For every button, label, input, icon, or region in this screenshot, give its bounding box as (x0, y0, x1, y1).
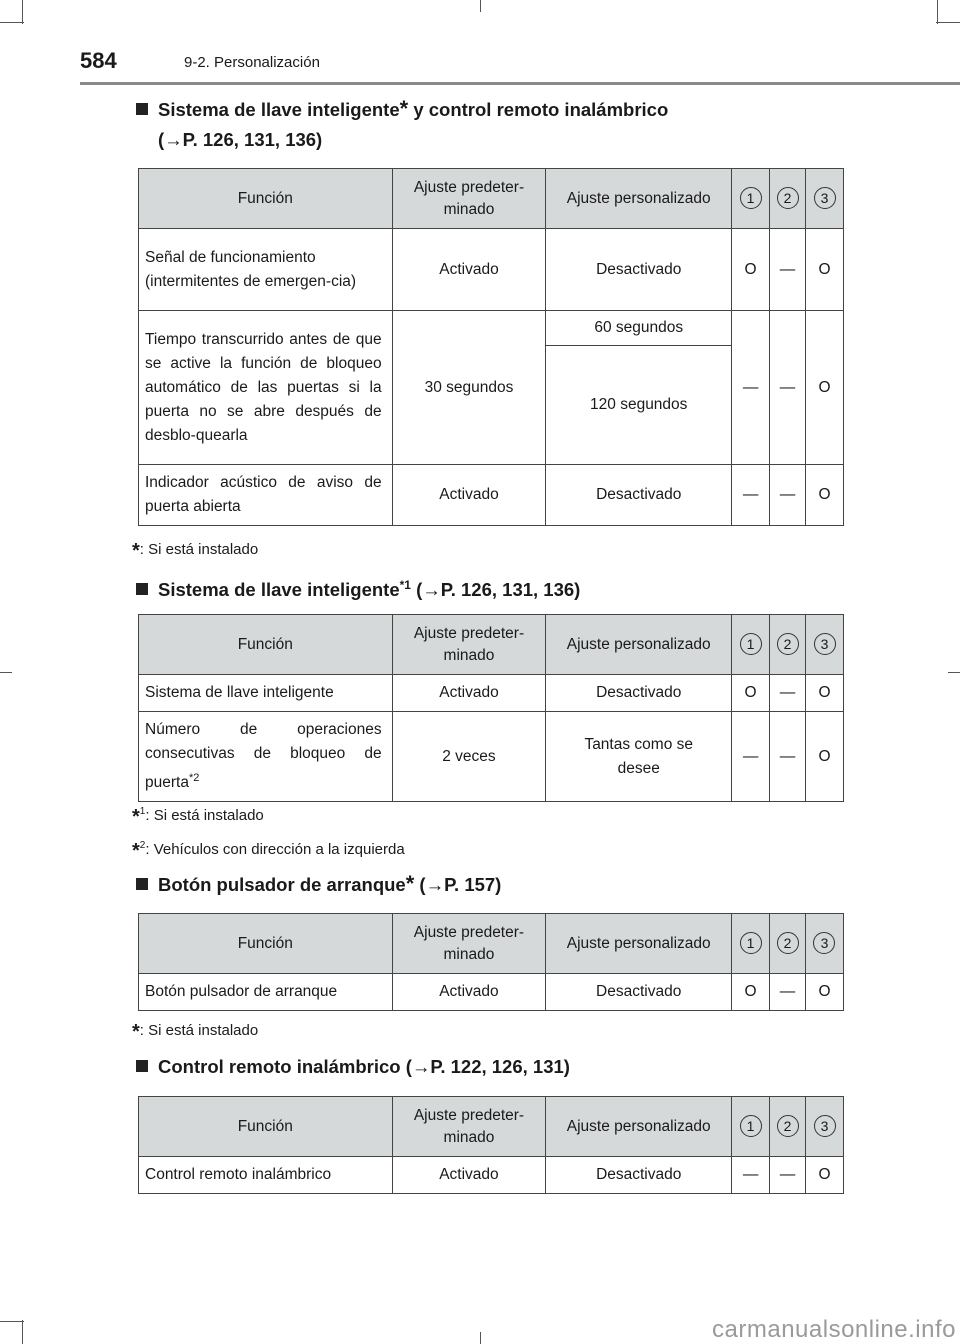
cell-funcion: Sistema de llave inteligente (139, 675, 393, 712)
circled-1-icon: 1 (740, 633, 762, 655)
settings-table (138, 168, 844, 526)
header-personalizado: Ajuste personalizado (546, 615, 732, 675)
cell-funcion: Señal de funcionamiento (intermitentes de emergen-cia) (139, 229, 393, 311)
cell-funcion: Control remoto inalámbrico (139, 1157, 393, 1194)
crop-mark (948, 672, 960, 673)
cell-funcion: Número de operaciones consecutivas de bloqueo de puerta$^{*2}$ (139, 712, 393, 802)
cell-c3: O (806, 465, 844, 526)
footnote: *: Si está instalado (132, 1021, 259, 1043)
cell-personalizado-2: 120 segundos (546, 346, 732, 465)
section-heading: Botón pulsador de arranque* (→P. 157) (136, 870, 501, 900)
header-personalizado: Ajuste personalizado (546, 1097, 732, 1157)
circled-1-icon: 1 (740, 932, 762, 954)
cell-personalizado: Desactivado (546, 229, 732, 311)
footnote: *$^2$: Vehículos con dirección a la izquierda (132, 840, 405, 862)
cell-funcion: Botón pulsador de arranque (139, 974, 393, 1011)
table-row (139, 311, 844, 346)
cell-personalizado: Desactivado (546, 675, 732, 712)
circled-3-icon: 3 (814, 1115, 836, 1137)
cell-predeterminado: 30 segundos (392, 311, 546, 465)
header-predeterminado: Ajuste predeter-minado (392, 1097, 546, 1157)
cell-funcion: Tiempo transcurrido antes de que se active la función de bloqueo automático de las puertas si la puerta no se abre después de desblo-quearla (139, 311, 393, 465)
crop-mark (22, 1320, 23, 1344)
cell-c1: — (732, 465, 770, 526)
table-header-row (139, 1097, 844, 1157)
header-col-2 (770, 1097, 806, 1157)
cell-c1: O (732, 675, 770, 712)
page-header (80, 44, 960, 88)
cell-c3: O (806, 675, 844, 712)
settings-table (138, 1096, 844, 1194)
header-col-3 (806, 1097, 844, 1157)
bullet-square-icon (136, 583, 148, 595)
cell-c3: O (806, 229, 844, 311)
cell-predeterminado: Activado (392, 1157, 546, 1194)
cell-c3: O (806, 311, 844, 465)
header-funcion: Función (139, 615, 393, 675)
cell-personalizado: 60 segundos (546, 311, 732, 346)
cell-personalizado: Desactivado (546, 465, 732, 526)
table-row (139, 675, 844, 712)
section-heading: Control remoto inalámbrico (→P. 122, 126, 131) (136, 1052, 570, 1082)
section-heading-ref: (→P. 126, 131, 136) (158, 129, 323, 150)
circled-3-icon: 3 (814, 187, 836, 209)
table-row (139, 974, 844, 1011)
section-heading: Sistema de llave inteligente$^{*1}$ (→P. 126, 131, 136) (136, 570, 580, 605)
cell-c1: — (732, 712, 770, 802)
header-col-3 (806, 615, 844, 675)
cell-c2: — (770, 311, 806, 465)
header-personalizado: Ajuste personalizado (546, 914, 732, 974)
cell-personalizado: Desactivado (546, 974, 732, 1011)
crop-mark (0, 672, 12, 673)
cell-c2: — (770, 974, 806, 1011)
crop-mark (480, 1332, 481, 1344)
crop-mark (0, 1321, 24, 1322)
crop-mark (0, 22, 24, 23)
table-header-row (139, 169, 844, 229)
crop-mark (937, 0, 938, 24)
cell-personalizado: Desactivado (546, 1157, 732, 1194)
bullet-square-icon (136, 1060, 148, 1072)
cell-c2: — (770, 1157, 806, 1194)
table-row (139, 1157, 844, 1194)
table-header-row (139, 615, 844, 675)
header-predeterminado: Ajuste predeter-minado (392, 615, 546, 675)
cell-c3: O (806, 1157, 844, 1194)
table-row (139, 465, 844, 526)
cell-c2: — (770, 675, 806, 712)
table-header-row (139, 914, 844, 974)
watermark: carmanualsonline.info (712, 1316, 956, 1343)
cell-c1: — (732, 311, 770, 465)
header-funcion: Función (139, 169, 393, 229)
cell-predeterminado: Activado (392, 675, 546, 712)
cell-c3: O (806, 712, 844, 802)
circled-2-icon: 2 (777, 932, 799, 954)
cell-c1: O (732, 229, 770, 311)
section-heading: Sistema de llave inteligente* y control remoto inalámbrico (136, 95, 668, 125)
header-col-2 (770, 914, 806, 974)
circled-3-icon: 3 (813, 932, 835, 954)
circled-1-icon: 1 (740, 1115, 762, 1137)
header-funcion: Función (139, 914, 393, 974)
crop-mark (22, 0, 23, 24)
header-col-2 (770, 169, 806, 229)
header-col-3 (805, 914, 843, 974)
header-col-1 (732, 914, 770, 974)
circled-2-icon: 2 (777, 187, 799, 209)
cell-c1: — (732, 1157, 770, 1194)
page-number: 584 (80, 48, 117, 73)
circled-1-icon: 1 (740, 187, 762, 209)
cell-predeterminado: Activado (392, 974, 546, 1011)
bullet-square-icon (136, 103, 148, 115)
circled-2-icon: 2 (777, 633, 799, 655)
cell-funcion: Indicador acústico de aviso de puerta abierta (139, 465, 393, 526)
cell-c1: O (732, 974, 770, 1011)
cell-c2: — (770, 712, 806, 802)
header-predeterminado: Ajuste predeter-minado (392, 914, 546, 974)
circled-2-icon: 2 (777, 1115, 799, 1137)
cell-predeterminado: 2 veces (392, 712, 546, 802)
table-row (139, 712, 844, 802)
header-col-1 (732, 615, 770, 675)
bullet-square-icon (136, 878, 148, 890)
header-predeterminado: Ajuste predeter-minado (392, 169, 546, 229)
circled-3-icon: 3 (814, 633, 836, 655)
crop-mark (480, 0, 481, 12)
table-row (139, 229, 844, 311)
header-col-1 (732, 1097, 770, 1157)
cell-c2: — (770, 465, 806, 526)
settings-table (138, 614, 844, 802)
cell-predeterminado: Activado (392, 229, 546, 311)
section-title: 9-2. Personalización (184, 54, 320, 71)
cell-c2: — (770, 229, 806, 311)
footnote: *: Si está instalado (132, 540, 259, 562)
header-funcion: Función (139, 1097, 393, 1157)
header-col-2 (770, 615, 806, 675)
header-col-3 (806, 169, 844, 229)
settings-table (138, 913, 844, 1011)
footnote: *$^1$: Si está instalado (132, 806, 264, 828)
header-personalizado: Ajuste personalizado (546, 169, 732, 229)
crop-mark (936, 22, 960, 23)
cell-predeterminado: Activado (392, 465, 546, 526)
cell-personalizado: Tantas como se desee (546, 712, 732, 802)
cell-c3: O (805, 974, 843, 1011)
header-col-1 (732, 169, 770, 229)
header-rule (80, 82, 960, 85)
